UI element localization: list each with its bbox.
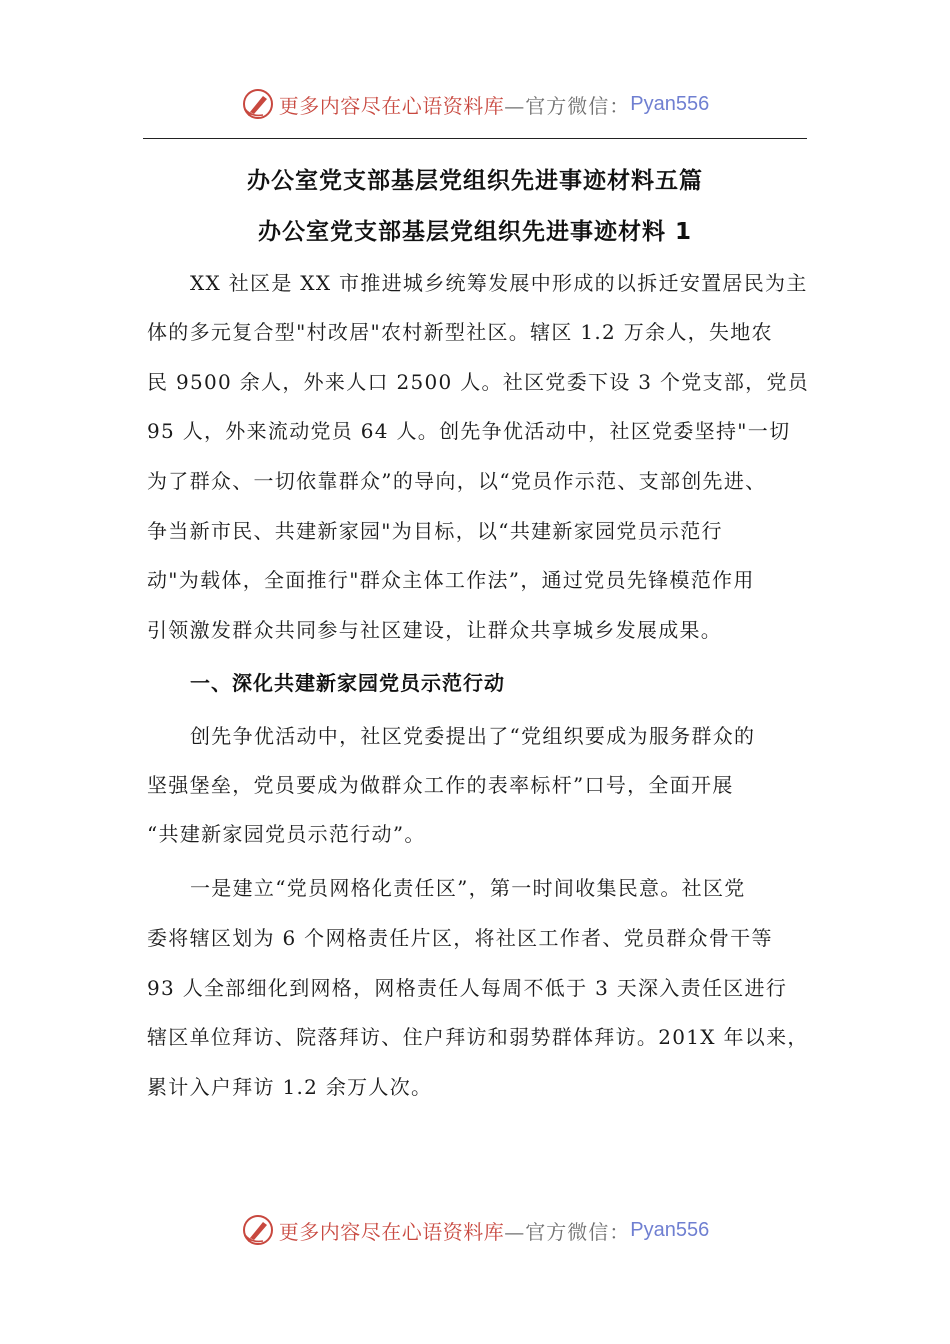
banner-wechat-label: —官方微信： (504, 93, 631, 118)
paragraph-line: 93 人全部细化到网格，网格责任人每周不低于 3 天深入责任区进行 (147, 976, 788, 1000)
document-subtitle: 办公室党支部基层党组织先进事迹材料 1 (257, 219, 692, 245)
paragraph-line: 一是建立“党员网格化责任区”，第一时间收集民意。社区党 (190, 876, 746, 900)
paragraph-line: 为了群众、一切依靠群众”的导向，以“党员作示范、支部创先进、 (147, 469, 767, 493)
banner-wechat-id: Pyan556 (630, 92, 710, 115)
banner-site-text: 更多内容尽在心语资料库 (278, 1219, 505, 1244)
header-banner (0, 84, 950, 124)
paragraph-line: “共建新家园党员示范行动”。 (147, 822, 426, 846)
document-title: 办公室党支部基层党组织先进事迹材料五篇 (247, 168, 703, 194)
paragraph-line: 坚强堡垒，党员要成为做群众工作的表率标杆”口号，全面开展 (147, 773, 734, 797)
banner-wechat-id: Pyan556 (630, 1218, 710, 1241)
paragraph-line: 引领激发群众共同参与社区建设，让群众共享城乡发展成果。 (147, 618, 723, 642)
paragraph-line: 辖区单位拜访、院落拜访、住户拜访和弱势群体拜访。201X 年以来， (147, 1025, 809, 1049)
banner-wechat-label: —官方微信： (504, 1219, 631, 1244)
paragraph-line: 动"为载体，全面推行"群众主体工作法”，通过党员先锋模范作用 (147, 568, 755, 592)
section-heading: 一、深化共建新家园党员示范行动 (190, 671, 505, 695)
paragraph-line: 创先争优活动中，社区党委提出了“党组织要成为服务群众的 (190, 724, 756, 748)
pen-logo-icon (241, 1213, 275, 1247)
paragraph-line: 委将辖区划为 6 个网格责任片区，将社区工作者、党员群众骨干等 (147, 926, 773, 950)
pen-logo-icon (241, 87, 275, 121)
footer-banner (0, 1210, 950, 1250)
paragraph-line: 体的多元复合型"村改居"农村新型社区。辖区 1.2 万余人，失地农 (147, 320, 773, 344)
paragraph-line: 民 9500 余人，外来人口 2500 人。社区党委下设 3 个党支部，党员 (147, 370, 810, 394)
paragraph-line: 累计入户拜访 1.2 余万人次。 (147, 1075, 433, 1099)
paragraph-line: XX 社区是 XX 市推进城乡统筹发展中形成的以拆迁安置居民为主 (190, 271, 808, 295)
paragraph-line: 95 人，外来流动党员 64 人。创先争优活动中，社区党委坚持"一切 (147, 419, 791, 443)
banner-site-text: 更多内容尽在心语资料库 (278, 93, 505, 118)
header-divider (143, 138, 807, 139)
paragraph-line: 争当新市民、共建新家园"为目标，以“共建新家园党员示范行 (147, 519, 723, 543)
